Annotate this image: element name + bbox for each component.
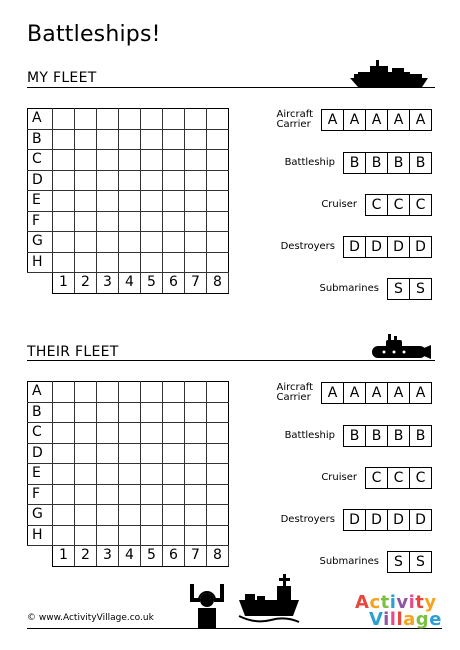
ship-label: Cruiser	[321, 472, 357, 483]
grid-cell[interactable]	[97, 484, 119, 505]
ship-boxes	[343, 152, 432, 174]
ship-label: Submarines	[319, 283, 379, 294]
grid-column-label: 7	[185, 273, 207, 294]
grid-row-label: B	[28, 402, 53, 423]
ship-label: Battleship	[284, 430, 335, 441]
grid-column-label: 7	[185, 546, 207, 567]
grid-column-label: 6	[163, 273, 185, 294]
ship-segment[interactable]: B	[365, 426, 387, 446]
grid-cell[interactable]	[53, 382, 75, 403]
grid-cell[interactable]	[97, 211, 119, 232]
grid-row-label: A	[28, 109, 53, 130]
grid-cell[interactable]	[53, 443, 75, 464]
grid-cell[interactable]	[207, 211, 229, 232]
grid-cell[interactable]	[207, 525, 229, 546]
ship-row-c	[321, 194, 432, 216]
grid-cell[interactable]	[53, 150, 75, 171]
ship-row-s	[320, 278, 433, 300]
grid-cell[interactable]	[163, 402, 185, 423]
grid-cell[interactable]	[207, 464, 229, 485]
grid-cell[interactable]	[163, 252, 185, 273]
grid-row-label: D	[28, 443, 53, 464]
grid-cell[interactable]	[185, 443, 207, 464]
grid-cell[interactable]	[53, 232, 75, 253]
grid-cell[interactable]	[163, 109, 185, 130]
ship-row-d	[281, 236, 432, 258]
grid-cell[interactable]	[119, 232, 141, 253]
ship-segment[interactable]: A	[343, 110, 365, 130]
ship-segment[interactable]: B	[409, 153, 431, 173]
grid-cell[interactable]	[119, 402, 141, 423]
grid-cell[interactable]	[207, 232, 229, 253]
grid-cell[interactable]	[75, 150, 97, 171]
grid-cell[interactable]	[53, 211, 75, 232]
ship-boxes	[343, 509, 432, 531]
grid-cell[interactable]	[53, 252, 75, 273]
grid-cell[interactable]	[53, 525, 75, 546]
ship-segment[interactable]: S	[394, 281, 403, 297]
ship-label: Submarines	[319, 556, 379, 567]
ship-label: Battleship	[284, 157, 335, 168]
ship-row-b	[285, 152, 432, 174]
ship-boxes	[343, 236, 432, 258]
ship-segment[interactable]: A	[327, 112, 338, 128]
grid-column-label: 6	[163, 546, 185, 567]
ship-label: Destroyers	[280, 241, 335, 252]
grid-cell[interactable]	[185, 109, 207, 130]
grid-cell[interactable]	[53, 464, 75, 485]
ship-segment[interactable]: A	[387, 383, 409, 403]
copyright-credit: © www.ActivityVillage.co.uk	[27, 613, 154, 623]
grid-cell[interactable]	[141, 129, 163, 150]
grid-row-label: F	[28, 211, 53, 232]
grid-cell[interactable]	[207, 505, 229, 526]
ship-segment[interactable]: D	[349, 512, 360, 528]
my-fleet-heading: MY FLEET	[27, 70, 97, 86]
grid-cell[interactable]	[53, 170, 75, 191]
ship-segment[interactable]: A	[409, 110, 431, 130]
grid-cell[interactable]	[185, 252, 207, 273]
grid-cell[interactable]	[163, 505, 185, 526]
ship-segment[interactable]: S	[409, 552, 431, 572]
ship-segment[interactable]: C	[387, 195, 409, 215]
ship-segment[interactable]: D	[387, 510, 409, 530]
grid-cell[interactable]	[185, 150, 207, 171]
their-fleet-heading: THEIR FLEET	[27, 344, 119, 360]
grid-row-label: G	[28, 232, 53, 253]
grid-cell[interactable]	[163, 170, 185, 191]
grid-cell[interactable]	[97, 464, 119, 485]
ship-segment[interactable]: D	[387, 237, 409, 257]
page-title: Battleships!	[27, 22, 161, 47]
grid-row-label: F	[28, 484, 53, 505]
signal-officer-icon	[188, 584, 226, 628]
grid-row-label: E	[28, 191, 53, 212]
ship-boxes	[321, 109, 432, 131]
grid-cell[interactable]	[119, 129, 141, 150]
grid-cell[interactable]	[119, 211, 141, 232]
grid-cell[interactable]	[141, 252, 163, 273]
ship-segment[interactable]: B	[365, 153, 387, 173]
ship-segment[interactable]: D	[409, 510, 431, 530]
ship-segment[interactable]: C	[409, 468, 431, 488]
grid-cell[interactable]	[75, 252, 97, 273]
grid-column-label: 4	[119, 273, 141, 294]
grid-cell[interactable]	[53, 402, 75, 423]
logo-text-village: Village	[369, 609, 442, 630]
grid-cell[interactable]	[141, 402, 163, 423]
ship-segment[interactable]: B	[349, 428, 360, 444]
grid-row-label: C	[28, 150, 53, 171]
grid-row-label: H	[28, 252, 53, 273]
grid-cell[interactable]	[141, 423, 163, 444]
grid-cell[interactable]	[141, 109, 163, 130]
grid-cell[interactable]	[75, 464, 97, 485]
ship-segment[interactable]: C	[387, 468, 409, 488]
grid-cell[interactable]	[207, 150, 229, 171]
ship-label: Destroyers	[280, 514, 335, 525]
grid-cell[interactable]	[141, 211, 163, 232]
ship-segment[interactable]: A	[343, 383, 365, 403]
grid-cell[interactable]	[119, 505, 141, 526]
ship-row-s	[320, 551, 433, 573]
battleship-silhouette-icon	[348, 58, 432, 88]
grid-row-label: H	[28, 525, 53, 546]
grid-cell[interactable]	[75, 109, 97, 130]
ship-segment[interactable]: A	[327, 385, 338, 401]
grid-cell[interactable]	[119, 443, 141, 464]
grid-cell[interactable]	[141, 170, 163, 191]
grid-cell[interactable]	[141, 505, 163, 526]
grid-cell[interactable]	[207, 191, 229, 212]
grid-cell[interactable]	[141, 525, 163, 546]
ship-label: Aircraft Carrier	[276, 382, 313, 403]
grid-cell[interactable]	[75, 443, 97, 464]
ship-segment[interactable]: B	[387, 153, 409, 173]
grid-cell[interactable]	[207, 443, 229, 464]
grid-row-label: D	[28, 170, 53, 191]
grid-cell[interactable]	[185, 402, 207, 423]
grid-cell[interactable]	[141, 484, 163, 505]
grid-corner	[28, 546, 53, 567]
grid-cell[interactable]	[97, 109, 119, 130]
grid-cell[interactable]	[185, 170, 207, 191]
grid-cell[interactable]	[141, 150, 163, 171]
grid-cell[interactable]	[97, 505, 119, 526]
grid-row-label: A	[28, 382, 53, 403]
ship-segment[interactable]: C	[409, 195, 431, 215]
ship-segment[interactable]: C	[371, 470, 382, 486]
grid-row-label: G	[28, 505, 53, 526]
grid-cell[interactable]	[53, 129, 75, 150]
grid-cell[interactable]	[53, 484, 75, 505]
grid-column-label: 5	[141, 546, 163, 567]
grid-cell[interactable]	[97, 252, 119, 273]
grid-cell[interactable]	[185, 211, 207, 232]
ship-row-a	[276, 382, 432, 404]
ship-boxes	[365, 467, 432, 489]
grid-cell[interactable]	[207, 129, 229, 150]
grid-cell[interactable]	[141, 191, 163, 212]
ship-row-a	[276, 109, 432, 131]
grid-cell[interactable]	[119, 170, 141, 191]
grid-cell[interactable]	[185, 232, 207, 253]
grid-cell[interactable]	[163, 232, 185, 253]
ship-segment[interactable]: D	[409, 237, 431, 257]
grid-cell[interactable]	[119, 191, 141, 212]
ship-segment[interactable]: C	[371, 197, 382, 213]
ship-row-c	[321, 467, 432, 489]
grid-row-label: E	[28, 464, 53, 485]
grid-cell[interactable]	[163, 443, 185, 464]
grid-cell[interactable]	[97, 232, 119, 253]
ship-row-d	[281, 509, 432, 531]
grid-cell[interactable]	[75, 525, 97, 546]
grid-cell[interactable]	[185, 423, 207, 444]
grid-column-label: 1	[53, 273, 75, 294]
grid-cell[interactable]	[53, 505, 75, 526]
grid-cell[interactable]	[185, 129, 207, 150]
logo-text-activity: Activity	[355, 592, 437, 613]
ship-boxes	[387, 278, 432, 300]
grid-cell[interactable]	[163, 211, 185, 232]
grid-cell[interactable]	[163, 423, 185, 444]
ship-segment[interactable]: A	[409, 383, 431, 403]
their-fleet-grid	[27, 381, 229, 567]
grid-cell[interactable]	[207, 109, 229, 130]
grid-cell[interactable]	[75, 129, 97, 150]
grid-cell[interactable]	[163, 382, 185, 403]
grid-cell[interactable]	[163, 129, 185, 150]
grid-cell[interactable]	[75, 232, 97, 253]
ship-segment[interactable]: D	[365, 237, 387, 257]
grid-cell[interactable]	[119, 252, 141, 273]
grid-column-label: 1	[53, 546, 75, 567]
grid-cell[interactable]	[97, 170, 119, 191]
grid-cell[interactable]	[119, 150, 141, 171]
grid-row-label: C	[28, 423, 53, 444]
grid-cell[interactable]	[75, 484, 97, 505]
grid-cell[interactable]	[119, 423, 141, 444]
ship-segment[interactable]: D	[365, 510, 387, 530]
grid-cell[interactable]	[97, 382, 119, 403]
ship-segment[interactable]: A	[365, 110, 387, 130]
grid-cell[interactable]	[97, 525, 119, 546]
grid-cell[interactable]	[53, 191, 75, 212]
grid-column-label: 8	[207, 546, 229, 567]
grid-cell[interactable]	[207, 170, 229, 191]
grid-cell[interactable]	[75, 191, 97, 212]
grid-cell[interactable]	[207, 423, 229, 444]
grid-cell[interactable]	[141, 382, 163, 403]
ship-segment[interactable]: B	[349, 155, 360, 171]
ship-segment[interactable]: B	[409, 426, 431, 446]
grid-cell[interactable]	[97, 423, 119, 444]
grid-cell[interactable]	[53, 423, 75, 444]
grid-cell[interactable]	[207, 252, 229, 273]
grid-column-label: 2	[75, 273, 97, 294]
ship-label: Aircraft Carrier	[276, 109, 313, 130]
ship-segment[interactable]: A	[387, 110, 409, 130]
grid-row-label: B	[28, 129, 53, 150]
grid-cell[interactable]	[119, 109, 141, 130]
grid-corner	[28, 273, 53, 294]
grid-cell[interactable]	[53, 109, 75, 130]
grid-cell[interactable]	[141, 232, 163, 253]
grid-column-label: 4	[119, 546, 141, 567]
grid-column-label: 2	[75, 546, 97, 567]
grid-cell[interactable]	[75, 170, 97, 191]
grid-cell[interactable]	[75, 382, 97, 403]
ship-segment[interactable]: S	[394, 554, 403, 570]
grid-cell[interactable]	[141, 464, 163, 485]
grid-cell[interactable]	[207, 402, 229, 423]
ship-boxes	[321, 382, 432, 404]
grid-cell[interactable]	[75, 505, 97, 526]
grid-cell[interactable]	[97, 129, 119, 150]
grid-cell[interactable]	[97, 443, 119, 464]
grid-cell[interactable]	[185, 464, 207, 485]
my-fleet-grid	[27, 108, 229, 294]
grid-column-label: 3	[97, 546, 119, 567]
grid-cell[interactable]	[207, 382, 229, 403]
grid-cell[interactable]	[185, 191, 207, 212]
grid-cell[interactable]	[163, 150, 185, 171]
ship-segment[interactable]: D	[349, 239, 360, 255]
submarine-silhouette-icon	[370, 332, 432, 364]
grid-column-label: 8	[207, 273, 229, 294]
grid-cell[interactable]	[163, 191, 185, 212]
grid-cell[interactable]	[185, 525, 207, 546]
grid-column-label: 5	[141, 273, 163, 294]
activity-village-logo	[355, 592, 445, 637]
aircraft-carrier-icon	[235, 572, 301, 628]
ship-boxes	[343, 425, 432, 447]
grid-cell[interactable]	[97, 191, 119, 212]
grid-column-label: 3	[97, 273, 119, 294]
ship-row-b	[285, 425, 432, 447]
grid-cell[interactable]	[163, 525, 185, 546]
grid-cell[interactable]	[207, 484, 229, 505]
ship-boxes	[387, 551, 432, 573]
grid-cell[interactable]	[97, 150, 119, 171]
grid-cell[interactable]	[119, 525, 141, 546]
grid-cell[interactable]	[163, 484, 185, 505]
ship-segment[interactable]: S	[409, 279, 431, 299]
grid-cell[interactable]	[75, 423, 97, 444]
ship-segment[interactable]: B	[387, 426, 409, 446]
grid-cell[interactable]	[185, 382, 207, 403]
grid-cell[interactable]	[75, 402, 97, 423]
ship-label: Cruiser	[321, 199, 357, 210]
grid-cell[interactable]	[141, 443, 163, 464]
ship-boxes	[365, 194, 432, 216]
ship-segment[interactable]: A	[365, 383, 387, 403]
grid-cell[interactable]	[185, 505, 207, 526]
grid-cell[interactable]	[97, 402, 119, 423]
grid-cell[interactable]	[185, 484, 207, 505]
grid-cell[interactable]	[119, 464, 141, 485]
grid-cell[interactable]	[163, 464, 185, 485]
grid-cell[interactable]	[119, 382, 141, 403]
grid-cell[interactable]	[75, 211, 97, 232]
grid-cell[interactable]	[119, 484, 141, 505]
